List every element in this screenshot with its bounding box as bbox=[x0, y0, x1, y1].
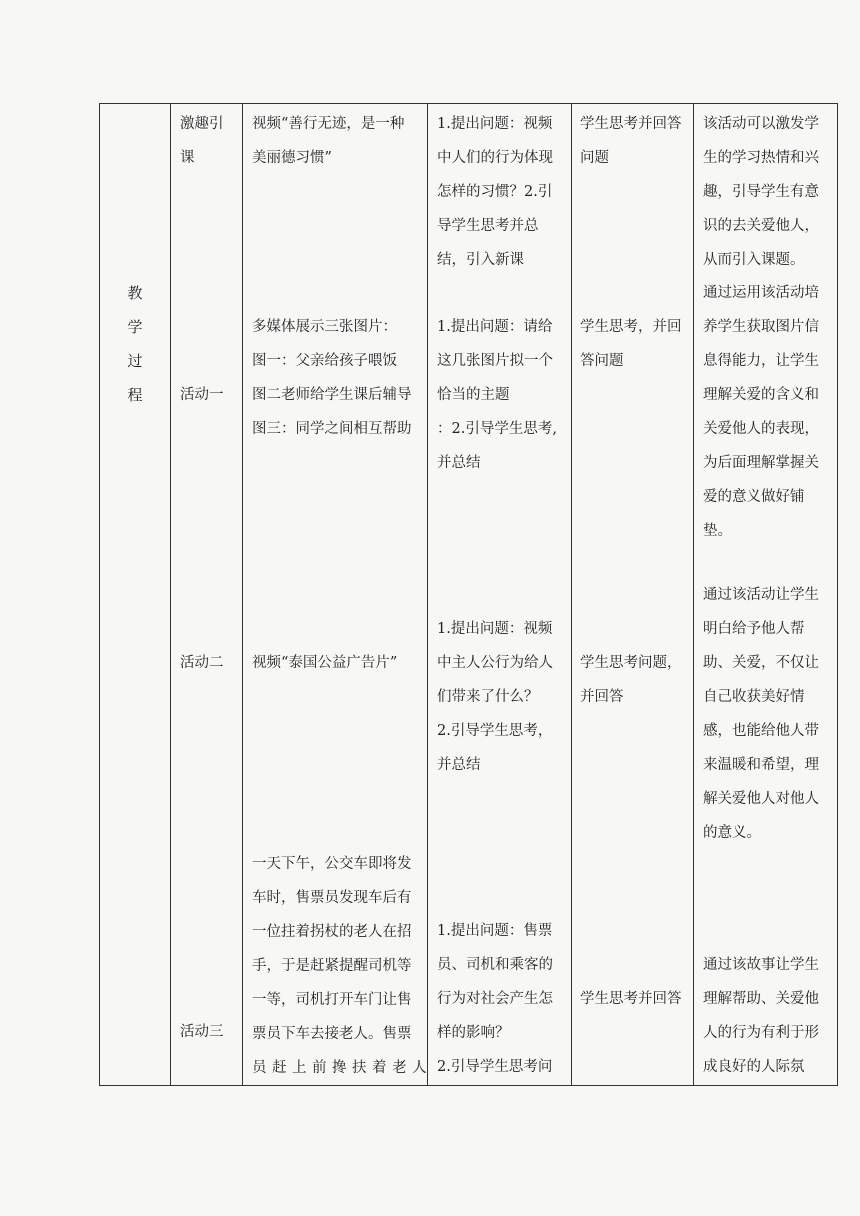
activity-column bbox=[171, 104, 243, 1086]
lesson-plan-table bbox=[99, 103, 838, 1086]
design-intent: 该活动可以激发学 生的学习热情和兴 趣，引导学生有意 识的去关爱他人， 从而引入课题。 bbox=[703, 116, 819, 268]
activity-content: 多媒体展示三张图片： 图一：父亲给孩子喂饭 图二老师给学生课后辅导 图三：同学之间相互帮助 bbox=[252, 319, 412, 437]
student-activity: 学生思考问题， 并回答 bbox=[580, 655, 682, 705]
activity-name: 激趣引 课 bbox=[180, 116, 224, 166]
teacher-column bbox=[428, 104, 572, 1086]
stage-cell bbox=[100, 104, 171, 1086]
student-activity: 学生思考，并回 答问题 bbox=[580, 319, 682, 369]
student-activity: 学生思考并回答 bbox=[580, 991, 682, 1007]
teacher-activity: 1.提出问题：视频 中主人公行为给人 们带来了什么？ 2.引导学生思考， 并总结 bbox=[437, 621, 553, 773]
design-intent: 通过该活动让学生 明白给予他人帮 助、关爱，不仅让 自己收获美好情 感，也能给他人带 来温暖和希望，理 解关爱他人对他人 的意义。 bbox=[703, 587, 819, 841]
teacher-activity: 1.提出问题：视频 中人们的行为体现 怎样的习惯？2.引 导学生思考并总 结，引入新课 bbox=[437, 116, 553, 268]
design-intent: 通过运用该活动培 养学生获取图片信 息得能力，让学生 理解关爱的含义和 关爱他人的表现， 为后面理解掌握关 爱的意义做好铺 垫。 bbox=[703, 285, 819, 539]
activity-content: 视频“泰国公益广告片” bbox=[252, 655, 398, 671]
teacher-activity: 1.提出问题：售票 员、司机和乘客的 行为对社会产生怎 样的影响？ 2.引导学生思考问 bbox=[437, 923, 553, 1075]
activity-content: 一天下午，公交车即将发 车时，售票员发现车后有 一位拄着拐杖的老人在招 手，于是赶紧提醒司机等 一等，司机打开车门让售 票员下车去接老人。售票 员赶上前搀扶着老人 bbox=[252, 856, 433, 1076]
teacher-activity: 1.提出问题：请给 这几张图片拟一个 恰当的主题 ：2.引导学生思考, 并总结 bbox=[437, 319, 557, 471]
student-column bbox=[572, 104, 694, 1086]
student-activity: 学生思考并回答 问题 bbox=[580, 116, 682, 166]
activity-name: 活动三 bbox=[180, 1024, 224, 1040]
design-intent: 通过该故事让学生 理解帮助、关爱他 人的行为有利于形 成良好的人际氛 bbox=[703, 957, 819, 1075]
activity-content: 视频“善行无迹，是一种 美丽德习惯” bbox=[252, 116, 405, 166]
intent-column bbox=[694, 104, 838, 1086]
content-column bbox=[243, 104, 433, 1086]
stage-label: 教 学 过 程 bbox=[127, 284, 143, 404]
activity-name: 活动一 bbox=[180, 387, 224, 403]
activity-name: 活动二 bbox=[180, 655, 224, 671]
